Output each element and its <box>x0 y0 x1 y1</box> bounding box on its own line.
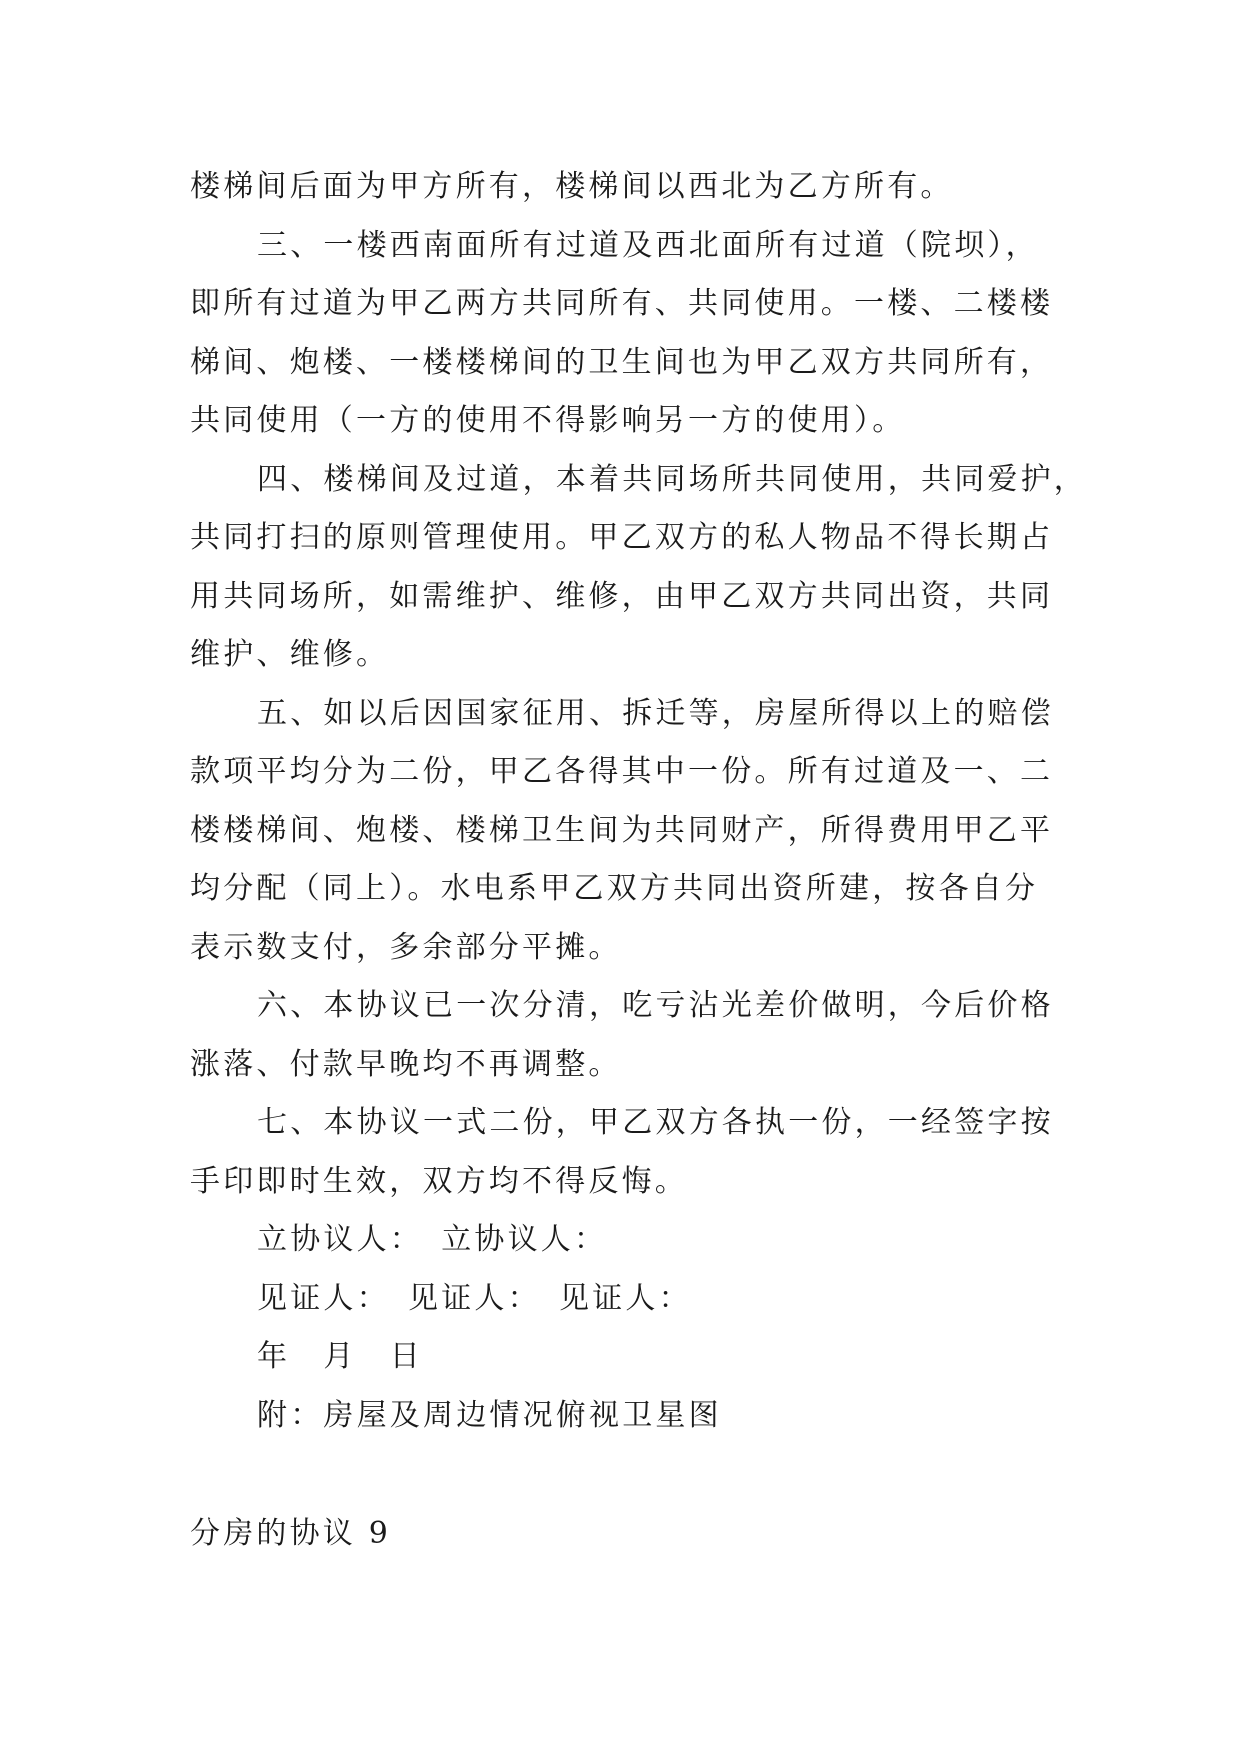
clause-six-line: 六、本协议已一次分清，吃亏沾光差价做明，今后价格 <box>257 988 1054 1023</box>
witness-line: 见证人： 见证人： 见证人： <box>257 1280 692 1316</box>
next-section-heading: 分房的协议 9 <box>190 1516 392 1551</box>
text-line: 手印即时生效，双方均不得反悔。 <box>190 1163 688 1199</box>
text-line: 款项平均分为二份，甲乙各得其中一份。所有过道及一、二 <box>190 754 1054 789</box>
document-page <box>190 158 1087 1564</box>
attachment-line: 附：房屋及周边情况俯视卫星图 <box>257 1397 722 1433</box>
text-line: 用共同场所，如需维护、维修，由甲乙双方共同出资，共同 <box>190 578 1054 614</box>
text-line: 共同打扫的原则管理使用。甲乙双方的私人物品不得长期占 <box>190 520 1054 555</box>
text-line: 楼梯间后面为甲方所有，楼梯间以西北为乙方所有。 <box>190 169 954 204</box>
text-line: 维护、维修。 <box>190 637 390 672</box>
text-line: 表示数支付，多余部分平摊。 <box>190 929 622 965</box>
signatory-line: 立协议人： 立协议人： <box>257 1222 608 1257</box>
text-line: 梯间、炮楼、一楼楼梯间的卫生间也为甲乙双方共同所有， <box>190 344 1054 380</box>
text-line: 涨落、付款早晚均不再调整。 <box>190 1046 622 1082</box>
clause-seven-line: 七、本协议一式二份，甲乙双方各执一份，一经签字按 <box>257 1105 1054 1140</box>
clause-four-line: 四、楼梯间及过道，本着共同场所共同使用，共同爱护， <box>257 461 1087 497</box>
clause-three-line: 三、一楼西南面所有过道及西北面所有过道（院坝）， <box>257 227 1039 263</box>
date-line: 年 月 日 <box>257 1339 423 1374</box>
text-line: 共同使用（一方的使用不得影响另一方的使用）。 <box>190 403 906 438</box>
text-line: 均分配（同上）。水电系甲乙双方共同出资所建，按各自分 <box>190 871 1039 906</box>
section-gap <box>190 1445 1060 1505</box>
text-line: 即所有过道为甲乙两方共同所有、共同使用。一楼、二楼楼 <box>190 286 1054 321</box>
text-line: 楼楼梯间、炮楼、楼梯卫生间为共同财产，所得费用甲乙平 <box>190 812 1054 848</box>
clause-five-line: 五、如以后因国家征用、拆迁等，房屋所得以上的赔偿 <box>257 695 1054 731</box>
